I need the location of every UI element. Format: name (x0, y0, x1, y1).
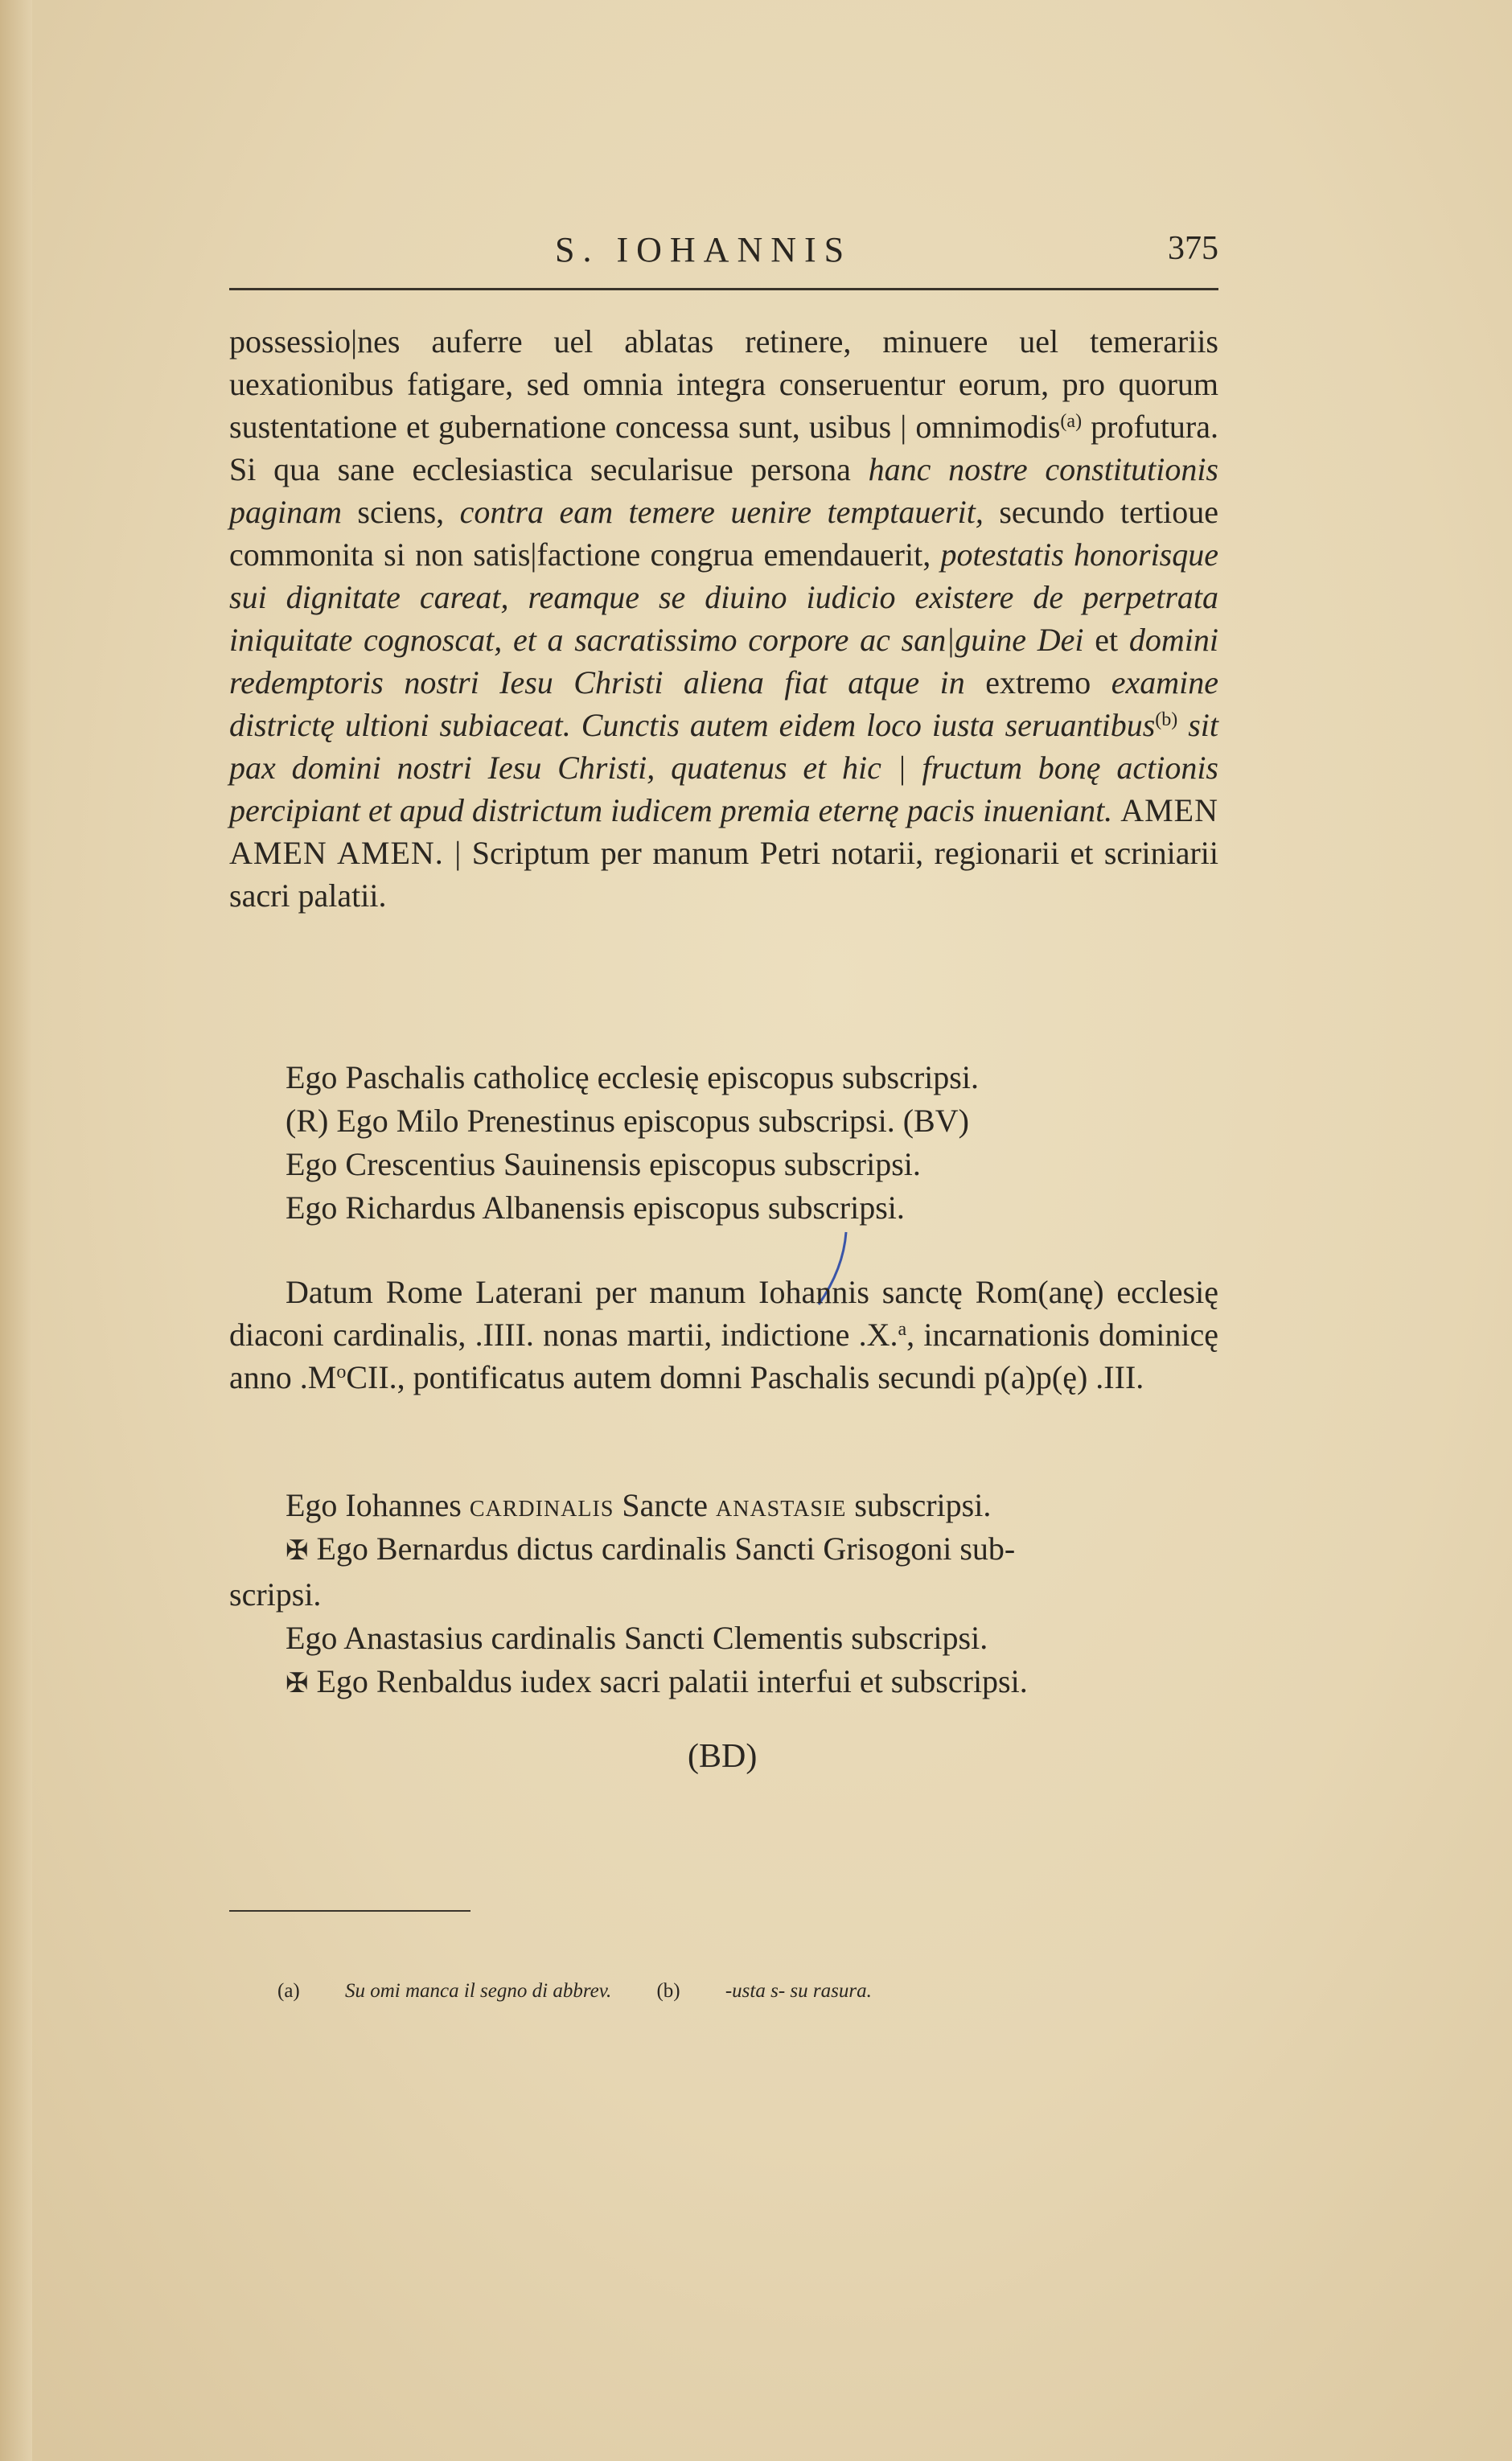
text-run: Ego Renbaldus iudex sacri palatii interfui et subscripsi. (316, 1663, 1028, 1699)
subscription-line: Ego Anastasius cardinalis Sancti Clementis subscripsi. (286, 1620, 988, 1656)
subscription-line (229, 1660, 1218, 1706)
subscription-line (229, 1484, 1218, 1527)
italic-run: domini redemptoris nostri Iesu Christi aliena fiat atque in (229, 622, 1218, 701)
header-rule (229, 288, 1218, 290)
text-run: possessio|nes auferre uel ablatas retinere, minuere uel temerariis uexationibus fatigare, sed omnia integra conseruentur eorum, pro quorum sustentatione et gubernatione concessa sunt, usibus | omnimodis (229, 323, 1218, 445)
amen-smallcaps: AMEN AMEN AMEN. (229, 792, 1218, 871)
smallcaps-run: anastasie (716, 1487, 847, 1523)
cross-icon: ✠ (286, 1536, 309, 1566)
footnote-a: (a) Su omi manca il segno di abbrev. (277, 1980, 612, 2002)
smallcaps-run: cardinalis (469, 1487, 614, 1523)
italic-run: sit pax domini nostri Iesu Christi, quatenus et hic | fructum bonę actionis percipiant et apud districtum iudicem premia eternę pacis inueniant. (229, 707, 1218, 828)
header-title: S. IOHANNIS (555, 230, 853, 269)
text-run: Ego Iohannes (286, 1487, 470, 1523)
footnote-rule (229, 1910, 470, 1912)
subscription-line: scripsi. (229, 1576, 322, 1613)
text-run: et (1083, 622, 1129, 658)
subscriptions-cardinals (229, 1484, 1218, 1706)
text-run: subscripsi. (846, 1487, 992, 1523)
footnotes (277, 1980, 1162, 2003)
text-run: profutura. Si qua sane ecclesiastica secularisue persona (229, 409, 1219, 487)
italic-run: examine districtę ultioni subiaceat. Cunctis autem eidem loco iusta seruantibus (229, 664, 1218, 743)
page-edge-shadow (0, 0, 32, 2461)
italic-run: potestatis honorisque sui dignitate careat, reamque se diuino iudicio existere de perpetrata iniquitate cognoscat, et a sacratissimo corpore ac san|guine Dei (229, 536, 1219, 658)
sign-bd: (BD) (688, 1738, 758, 1775)
text-run: CII., pontificatus autem domni Paschalis secundi p(a)p(ę) .III. (346, 1359, 1144, 1395)
subscription-line (229, 1527, 1218, 1573)
footnote-b: (b) -usta s- su rasura. (656, 1980, 872, 2002)
main-paragraph (229, 320, 1218, 917)
footnote-ref-a: (a) (1060, 411, 1083, 432)
cross-icon: ✠ (286, 1669, 309, 1699)
running-header (229, 229, 1218, 277)
text-run: | Scriptum per manum Petri notarii, regionarii et scriniarii sacri palatii. (229, 835, 1218, 914)
page-number: 375 (1168, 230, 1218, 267)
text-run: , incarnationis dominicę anno .M (229, 1317, 1218, 1395)
subscription-line: Ego Paschalis catholicę ecclesię episcopus subscripsi. (286, 1059, 979, 1095)
text-run: Ego Bernardus dictus cardinalis Sancti Grisogoni sub- (316, 1530, 1016, 1567)
subscription-line: Ego Crescentius Sauinensis episcopus subscripsi. (286, 1146, 921, 1182)
subscriptions-bishops (286, 1056, 1218, 1230)
text-run: Datum Rome Laterani per manum Iohannis sanctę Rom(anę) ecclesię diaconi cardinalis, .IIII. nonas martii, indictione .X. (229, 1274, 1218, 1353)
subscription-line: Ego Richardus Albanensis episcopus subscripsi. (286, 1189, 905, 1226)
italic-run: hanc nostre constitutionis paginam (229, 451, 1218, 530)
italic-run: contra eam temere uenire temptauerit, (459, 494, 984, 530)
text-run: extremo (964, 664, 1111, 701)
footnote-ref-b: (b) (1155, 709, 1178, 730)
superscript: a (898, 1319, 907, 1340)
superscript: o (336, 1362, 347, 1383)
text-run: secundo tertioue commonita si non satis|factione congrua emendauerit, (229, 494, 1218, 573)
text-run: sciens, (342, 494, 460, 530)
subscription-line: (R) Ego Milo Prenestinus episcopus subscripsi. (BV) (286, 1103, 969, 1139)
datum-paragraph (229, 1271, 1218, 1399)
text-run: Sancte (614, 1487, 717, 1523)
